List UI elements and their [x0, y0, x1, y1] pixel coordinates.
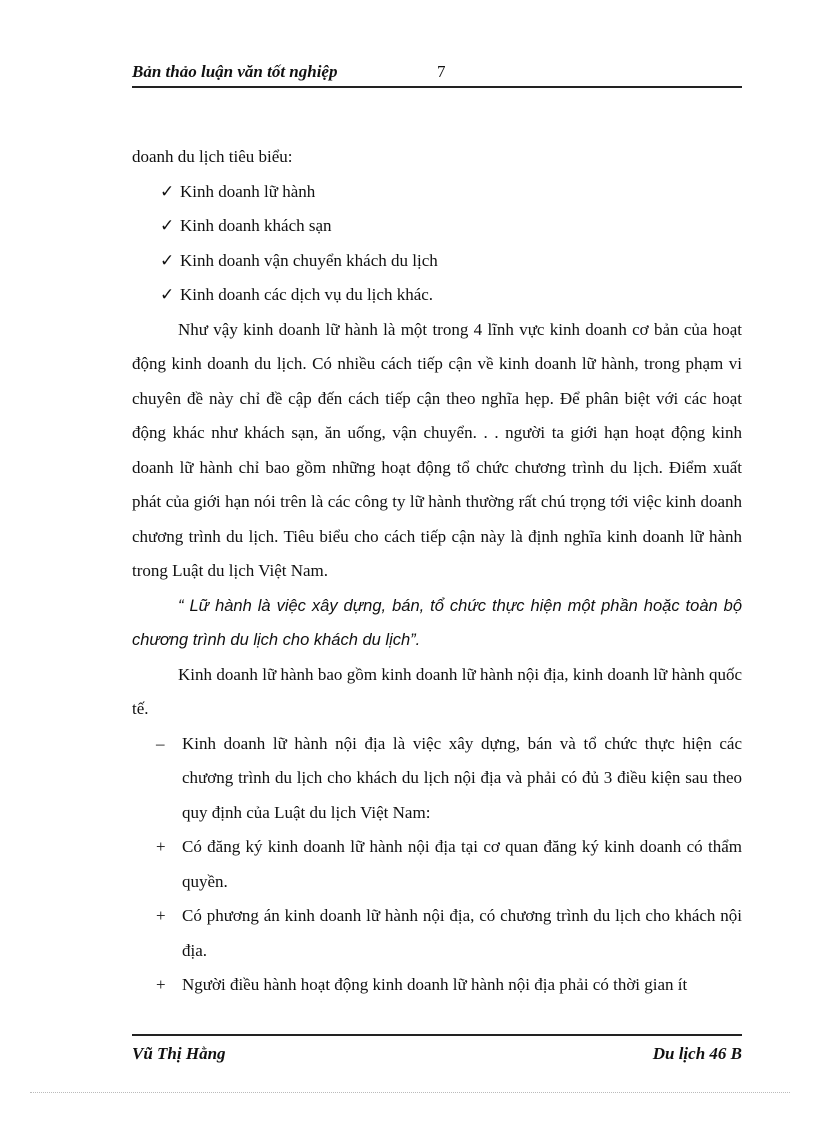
plus-bullet-icon: +	[156, 837, 166, 856]
page-number: 7	[437, 62, 446, 81]
paragraph: Kinh doanh lữ hành bao gồm kinh doanh lữ hành nội địa, kinh doanh lữ hành quốc tế.	[132, 664, 742, 718]
list-item: ✓ Kinh doanh lữ hành	[132, 175, 742, 210]
checkmark-icon: ✓	[160, 285, 175, 304]
plus-list-item: + Có đăng ký kinh doanh lữ hành nội địa tại cơ quan đăng ký kinh doanh có thẩm quyền.	[132, 830, 742, 899]
plus-bullet-icon: +	[156, 975, 166, 994]
dash-bullet-icon: –	[156, 733, 165, 753]
list-item: ✓ Kinh doanh các dịch vụ du lịch khác.	[132, 278, 742, 313]
plus-list-item: + Người điều hành hoạt động kinh doanh lữ hành nội địa phải có thời gian ít	[132, 968, 742, 1003]
lead-text: doanh du lịch tiêu biểu:	[132, 147, 293, 166]
paragraph: Như vậy kinh doanh lữ hành là một trong 4 lĩnh vực kinh doanh cơ bản của hoạt động kinh doanh du lịch. Có nhiều cách tiếp cận về kinh doanh lữ hành, trong phạm vi chuyên đề này chỉ đề cập đến cách tiếp cận theo nghĩa hẹp. Để phân biệt với các hoạt động khác như khách sạn, ăn uống, vận chuyển. . . người ta giới hạn hoạt động kinh doanh lữ hành chỉ bao gồm những hoạt động tổ chức chương trình du lịch. Điểm xuất phát của giới hạn nói trên là các công ty lữ hành thường rất chú trọng tới việc kinh doanh chương trình du lịch. Tiêu biểu cho cách tiếp cận này là định nghĩa kinh doanh lữ hành trong Luật du lịch Việt Nam.	[132, 319, 742, 580]
footer-author: Vũ Thị Hằng	[132, 1044, 226, 1063]
list-item: ✓ Kinh doanh vận chuyển khách du lịch	[132, 244, 742, 279]
checkmark-icon: ✓	[160, 181, 175, 201]
checkmark-icon: ✓	[160, 216, 175, 235]
page-body	[132, 140, 742, 1003]
quote-paragraph: “ Lữ hành là việc xây dựng, bán, tổ chức thực hiện một phần hoặc toàn bộ chương trình du lịch cho khách du lịch”.	[132, 596, 742, 649]
dash-list-item: – Kinh doanh lữ hành nội địa là việc xây dựng, bán và tổ chức thực hiện các chương trình du lịch cho khách du lịch nội địa và phải có đủ 3 điều kiện sau theo quy định của Luật du lịch Việt Nam:	[132, 727, 742, 831]
list-item: ✓ Kinh doanh khách sạn	[132, 209, 742, 244]
header-title: Bản thảo luận văn tốt nghiệp	[132, 62, 338, 81]
plus-list-item: + Có phương án kinh doanh lữ hành nội địa, có chương trình du lịch cho khách nội địa.	[132, 899, 742, 968]
footer-rule	[132, 1034, 742, 1036]
plus-bullet-icon: +	[156, 906, 166, 925]
checkmark-icon: ✓	[160, 250, 175, 270]
page-edge-divider	[30, 1092, 790, 1093]
footer-class: Du lịch 46 B	[652, 1044, 742, 1063]
page-header	[132, 60, 742, 88]
